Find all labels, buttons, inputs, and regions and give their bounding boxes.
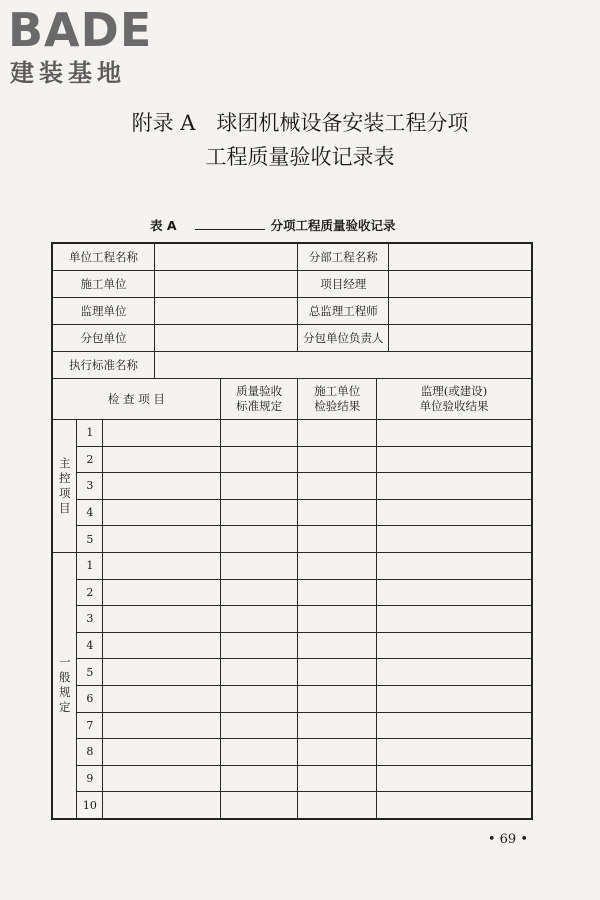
row-number: 4	[77, 499, 103, 526]
item-description-cell[interactable]	[103, 632, 220, 659]
group-label-char: 定	[58, 700, 71, 715]
quality-standard-cell[interactable]	[220, 473, 298, 500]
item-description-cell[interactable]	[103, 712, 220, 739]
header-text: 标准规定	[236, 399, 283, 413]
acceptance-record-table	[51, 242, 533, 820]
info-value-cell[interactable]	[389, 271, 532, 298]
item-row	[52, 792, 532, 819]
quality-standard-cell[interactable]	[220, 712, 298, 739]
caption-prefix: 表 A	[150, 218, 177, 233]
logo-subtitle: 建装基地	[10, 59, 126, 87]
item-description-cell[interactable]	[103, 526, 220, 553]
construction-result-cell[interactable]	[298, 659, 377, 686]
info-label: 监理单位	[52, 298, 155, 325]
info-row	[52, 243, 532, 271]
header-text: 单位验收结果	[419, 399, 489, 413]
supervision-result-cell[interactable]	[377, 685, 532, 712]
supervision-result-cell[interactable]	[377, 420, 532, 447]
standard-row	[52, 352, 532, 379]
header-quality-standard	[220, 379, 298, 420]
header-text: 监理(或建设)	[420, 384, 488, 398]
construction-result-cell[interactable]	[298, 632, 377, 659]
header-check-item: 检 查 项 目	[52, 379, 220, 420]
quality-standard-cell[interactable]	[220, 792, 298, 819]
row-number: 9	[77, 765, 103, 792]
quality-standard-cell[interactable]	[220, 420, 298, 447]
group-label	[52, 420, 77, 553]
item-description-cell[interactable]	[103, 792, 220, 819]
item-row	[52, 552, 532, 579]
row-number: 6	[77, 685, 103, 712]
quality-standard-cell[interactable]	[220, 765, 298, 792]
construction-result-cell[interactable]	[298, 712, 377, 739]
caption-suffix: 分项工程质量验收记录	[270, 218, 396, 233]
row-number: 2	[77, 446, 103, 473]
group-label-char: 主	[58, 455, 71, 470]
item-description-cell[interactable]	[103, 579, 220, 606]
row-number: 7	[77, 712, 103, 739]
item-row	[52, 526, 532, 553]
group-label-char: 项	[58, 485, 71, 500]
header-construction-result	[298, 379, 377, 420]
caption-blank-line	[195, 217, 265, 230]
quality-standard-cell[interactable]	[220, 606, 298, 633]
standard-value-cell[interactable]	[155, 352, 532, 379]
info-value-cell[interactable]	[155, 325, 298, 352]
row-number: 10	[77, 792, 103, 819]
item-description-cell[interactable]	[103, 685, 220, 712]
info-label: 项目经理	[298, 271, 389, 298]
info-label: 施工单位	[52, 271, 155, 298]
supervision-result-cell[interactable]	[377, 659, 532, 686]
row-number: 3	[77, 473, 103, 500]
supervision-result-cell[interactable]	[377, 446, 532, 473]
supervision-result-cell[interactable]	[377, 739, 532, 766]
quality-standard-cell[interactable]	[220, 446, 298, 473]
item-description-cell[interactable]	[103, 473, 220, 500]
row-number: 1	[77, 552, 103, 579]
construction-result-cell[interactable]	[298, 473, 377, 500]
header-text: 检验结果	[314, 399, 361, 413]
supervision-result-cell[interactable]	[377, 473, 532, 500]
group-label-char: 一	[58, 655, 71, 670]
table-caption	[150, 216, 396, 234]
supervision-result-cell[interactable]	[377, 552, 532, 579]
info-label: 单位工程名称	[52, 243, 155, 271]
construction-result-cell[interactable]	[298, 579, 377, 606]
supervision-result-cell[interactable]	[377, 606, 532, 633]
construction-result-cell[interactable]	[298, 552, 377, 579]
supervision-result-cell[interactable]	[377, 499, 532, 526]
row-number: 1	[77, 420, 103, 447]
quality-standard-cell[interactable]	[220, 526, 298, 553]
info-value-cell[interactable]	[389, 243, 532, 271]
construction-result-cell[interactable]	[298, 739, 377, 766]
item-row	[52, 712, 532, 739]
construction-result-cell[interactable]	[298, 792, 377, 819]
item-row	[52, 659, 532, 686]
item-description-cell[interactable]	[103, 499, 220, 526]
appendix-title-line1: 附录 A 球团机械设备安装工程分项	[131, 111, 469, 135]
item-description-cell[interactable]	[103, 420, 220, 447]
info-value-cell[interactable]	[389, 298, 532, 325]
row-number: 3	[77, 606, 103, 633]
construction-result-cell[interactable]	[298, 526, 377, 553]
standard-label: 执行标准名称	[52, 352, 155, 379]
group-label	[52, 552, 77, 818]
supervision-result-cell[interactable]	[377, 579, 532, 606]
info-label: 分包单位	[52, 325, 155, 352]
quality-standard-cell[interactable]	[220, 685, 298, 712]
item-description-cell[interactable]	[103, 606, 220, 633]
item-description-cell[interactable]	[103, 739, 220, 766]
group-label-char: 目	[58, 500, 71, 515]
header-supervision-result	[377, 379, 532, 420]
item-row	[52, 499, 532, 526]
group-label-char: 规	[58, 685, 71, 700]
quality-standard-cell[interactable]	[220, 739, 298, 766]
row-number: 2	[77, 579, 103, 606]
item-row	[52, 765, 532, 792]
construction-result-cell[interactable]	[298, 765, 377, 792]
item-description-cell[interactable]	[103, 765, 220, 792]
construction-result-cell[interactable]	[298, 685, 377, 712]
quality-standard-cell[interactable]	[220, 552, 298, 579]
construction-result-cell[interactable]	[298, 420, 377, 447]
item-row	[52, 606, 532, 633]
row-number: 5	[77, 526, 103, 553]
info-value-cell[interactable]	[389, 325, 532, 352]
supervision-result-cell[interactable]	[377, 712, 532, 739]
appendix-title-line2: 工程质量验收记录表	[205, 145, 395, 169]
supervision-result-cell[interactable]	[377, 765, 532, 792]
item-row	[52, 473, 532, 500]
supervision-result-cell[interactable]	[377, 792, 532, 819]
item-row	[52, 685, 532, 712]
info-label: 分包单位负责人	[298, 325, 389, 352]
info-row	[52, 325, 532, 352]
header-text: 质量验收	[236, 384, 283, 398]
item-row	[52, 632, 532, 659]
item-row	[52, 420, 532, 447]
construction-result-cell[interactable]	[298, 446, 377, 473]
group-label-char: 控	[58, 470, 71, 485]
item-description-cell[interactable]	[103, 659, 220, 686]
info-label: 分部工程名称	[298, 243, 389, 271]
logo-brand: BADE	[8, 3, 153, 57]
construction-result-cell[interactable]	[298, 499, 377, 526]
supervision-result-cell[interactable]	[377, 632, 532, 659]
row-number: 8	[77, 739, 103, 766]
info-value-cell[interactable]	[155, 271, 298, 298]
info-row	[52, 298, 532, 325]
quality-standard-cell[interactable]	[220, 579, 298, 606]
supervision-result-cell[interactable]	[377, 526, 532, 553]
item-row	[52, 739, 532, 766]
row-number: 5	[77, 659, 103, 686]
row-number: 4	[77, 632, 103, 659]
construction-result-cell[interactable]	[298, 606, 377, 633]
quality-standard-cell[interactable]	[220, 659, 298, 686]
quality-standard-cell[interactable]	[220, 499, 298, 526]
info-row	[52, 271, 532, 298]
group-label-char: 般	[58, 670, 71, 685]
item-description-cell[interactable]	[103, 552, 220, 579]
item-description-cell[interactable]	[103, 446, 220, 473]
info-value-cell[interactable]	[155, 298, 298, 325]
item-row	[52, 446, 532, 473]
logo	[8, 4, 178, 94]
info-label: 总监理工程师	[298, 298, 389, 325]
header-row	[52, 379, 532, 420]
header-text: 施工单位	[314, 384, 361, 398]
item-row	[52, 579, 532, 606]
info-value-cell[interactable]	[155, 243, 298, 271]
quality-standard-cell[interactable]	[220, 632, 298, 659]
page-number: • 69 •	[487, 832, 528, 847]
